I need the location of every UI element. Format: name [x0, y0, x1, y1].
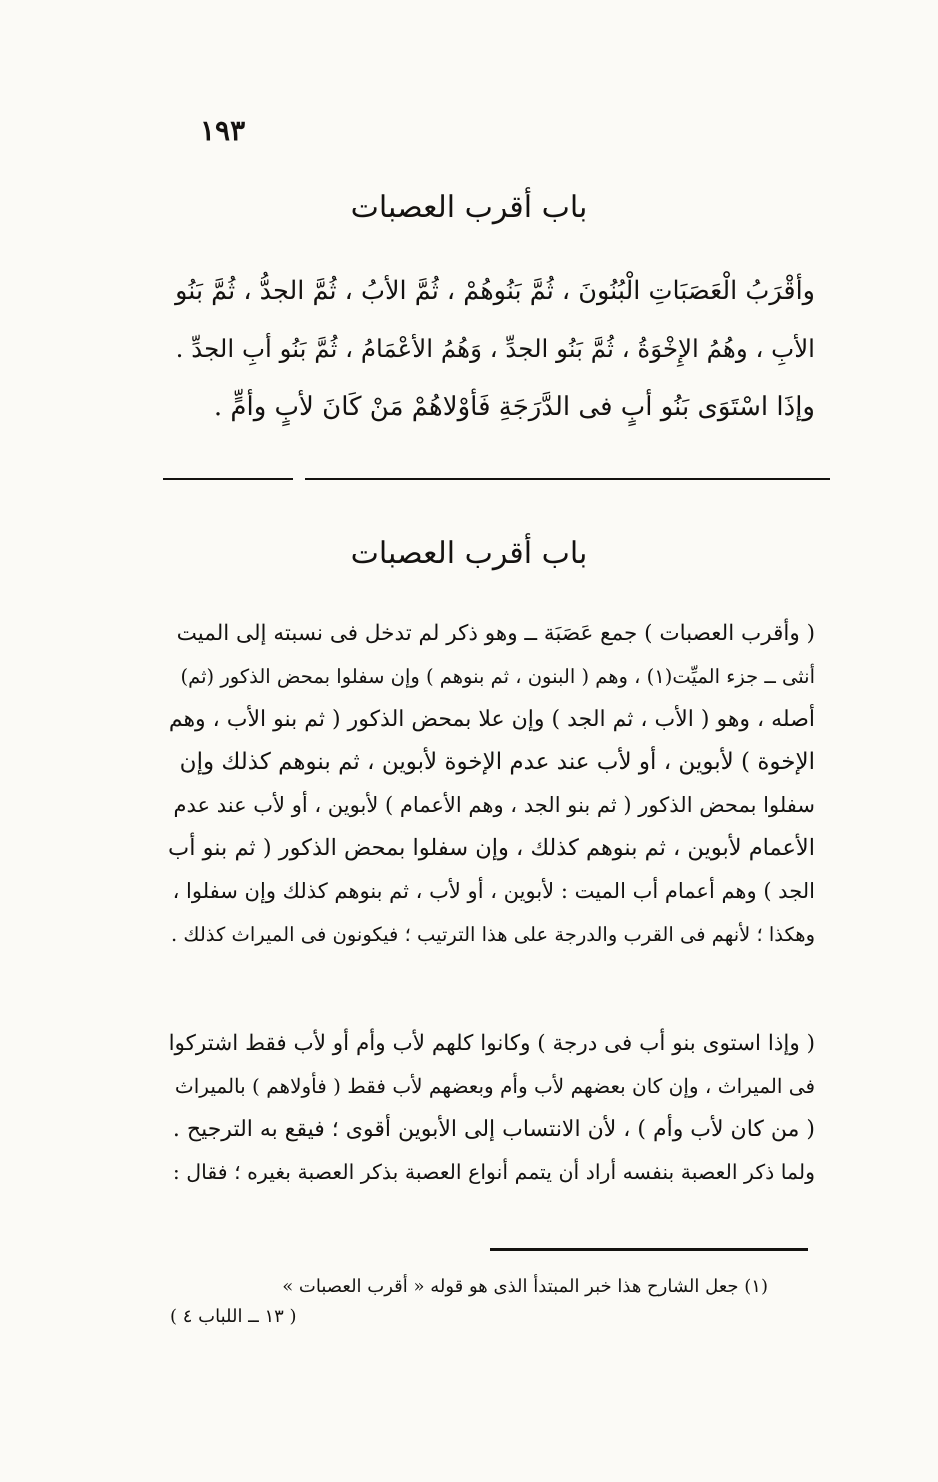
section-divider-right — [305, 478, 830, 480]
commentary-line: سفلوا بمحض الذكور ( ثم بنو الجد ، وهم الأعمام ) لأبوين ، أو لأب عند عدم — [173, 793, 815, 817]
sharh-chapter-title: باب أقرب العصبات — [350, 536, 588, 571]
commentary-line: فى الميراث ، وإن كان بعضهم لأب وأم وبعضهم لأب فقط ( فأولاهم ) بالميراث — [174, 1074, 815, 1098]
matn-text — [165, 262, 815, 436]
commentary-line: الجد ) وهم أعمام أب الميت : لأبوين ، أو لأب ، ثم بنوهم كذلك وإن سفلوا ، — [172, 879, 815, 903]
commentary-line: الأعمام لأبوين ، ثم بنوهم كذلك ، وإن سفلوا بمحض الذكور ( ثم بنو أب — [168, 835, 815, 861]
commentary-line: أصله ، وهو ( الأب ، ثم الجد ) وإن علا بمحض الذكور ( ثم بنو الأب ، وهم — [168, 707, 815, 732]
matn-line: وأقْرَبُ الْعَصَبَاتِ الْبُنُونَ ، ثُمَّ بَنُوهُمْ ، ثُمَّ الأبُ ، ثُمَّ الجدُّ ، ثُمَّ بَنُو — [175, 276, 815, 306]
commentary-line: ( وأقرب العصبات ) جمع عَصَبَة ــ وهو ذكر لم تدخل فى نسبته إلى الميت — [176, 621, 815, 646]
commentary-paragraph-1 — [165, 612, 815, 956]
commentary-line: ( وإذا استوى بنو أب فى درجة ) وكانوا كلهم لأب وأم أو لأب فقط اشتركوا — [168, 1031, 815, 1056]
commentary-line: أنثى ــ جزء الميِّت(١) ، وهم ( البنون ، ثم بنوهم ) وإن سفلوا بمحض الذكور (ثم) — [180, 665, 815, 688]
commentary-line: ( من كان لأب وأم ) ، لأن الانتساب إلى الأبوين أقوى ؛ فيقع به الترجيح . — [172, 1117, 815, 1142]
footnote-rule — [490, 1248, 808, 1251]
commentary-line: ولما ذكر العصبة بنفسه أراد أن يتمم أنواع العصبة بذكر العصبة بغيره ؛ فقال : — [172, 1160, 815, 1184]
signature-mark: ( ١٣ ــ اللباب ٤ ) — [170, 1306, 297, 1327]
commentary-paragraph-2 — [165, 1022, 815, 1194]
matn-line: وإذَا اسْتَوَى بَنُو أبٍ فى الدَّرَجَةِ فَأوْلاهُمْ مَنْ كَانَ لأبٍ وأمٍّ . — [213, 392, 815, 422]
commentary-line: الإخوة ) لأبوين ، أو لأب عند عدم الإخوة لأبوين ، ثم بنوهم كذلك وإن — [179, 749, 815, 775]
footnote: (١) جعل الشارح هذا خبر المبتدأ الذى هو قوله « أقرب العصبات » — [282, 1276, 768, 1297]
section-divider-left — [163, 478, 293, 480]
commentary-line: وهكذا ؛ لأنهم فى القرب والدرجة على هذا الترتيب ؛ فيكونون فى الميراث كذلك . — [171, 923, 815, 946]
page-number: ١٩٣ — [200, 114, 246, 147]
matn-chapter-title: باب أقرب العصبات — [350, 190, 588, 225]
matn-line: الأبِ ، وهُمُ الإِخْوَةُ ، ثُمَّ بَنُو الجدِّ ، وَهُمُ الأعْمَامُ ، ثُمَّ بَنُو أبِ الجدِّ . — [175, 334, 815, 363]
